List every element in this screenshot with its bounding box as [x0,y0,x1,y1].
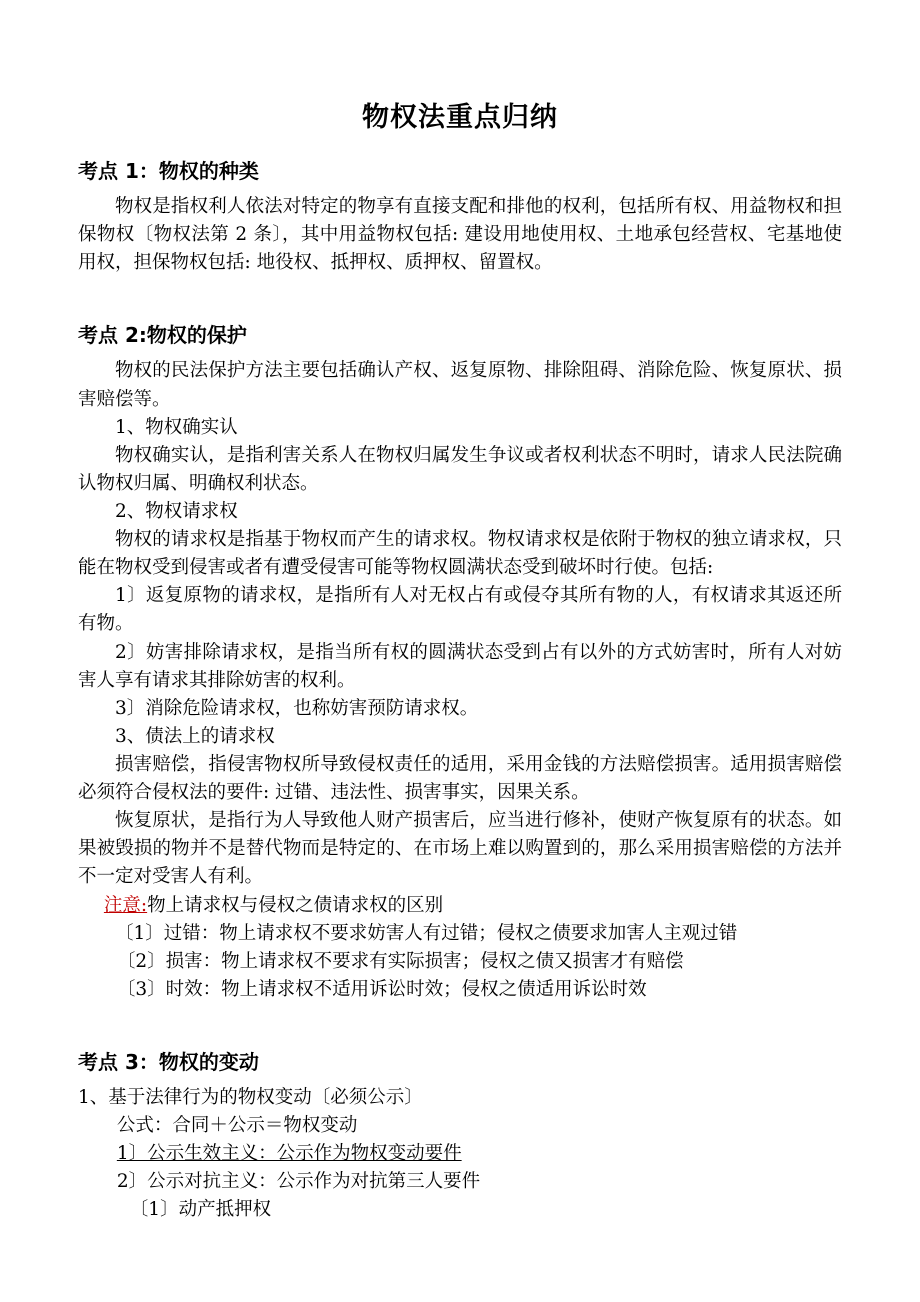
section-3-paragraph-4: 2〕公示对抗主义：公示作为对抗第三人要件 [116,1171,481,1193]
section-heading-3: 考点 3：物权的变动 [78,1049,259,1074]
section-2-paragraph-10: 损害赔偿，指侵害物权所导致侵权责任的适用，采用金钱的方法赔偿损害。适用损害赔偿必须符合侵权法的要件: 过错、违法性、损害事实，因果关系。 [78,753,842,804]
section-2-paragraph-4: 2、物权请求权 [115,500,238,522]
section-3-paragraph-1: 1、基于法律行为的物权变动〔必须公示〕 [78,1086,423,1108]
section-1-paragraph-1: 物权是指权利人依法对特定的物享有直接支配和排他的权利，包括所有权、用益物权和担保物权〔物权法第 2 条〕，其中用益物权包括: 建设用地使用权、土地承包经营权、宅基地使用权，担保物权包括: 地役权、抵押权、质押权、留置权。 [78,196,842,274]
section-3-paragraph-2: 公式：合同＋公示＝物权变动 [116,1115,358,1137]
section-3-paragraph-5: 〔1〕动产抵押权 [129,1199,272,1221]
section-2-paragraph-5: 物权的请求权是指基于物权而产生的请求权。物权请求权是依附于物权的独立请求权，只能在物权受到侵害或者有遭受侵害可能等物权圆满状态受到破坏时行使。包括: [78,529,842,579]
note-text: 物上请求权与侵权之债请求权的区别 [147,894,444,916]
section-2-paragraph-1: 物权的民法保护方法主要包括确认产权、返复原物、排除阻碍、消除危险、恢复原状、损害赔偿等。 [78,360,842,410]
spacer-2 [78,1004,842,1018]
section-2-paragraph-7: 2〕妨害排除请求权，是指当所有权的圆满状态受到占有以外的方式妨害时，所有人对妨害人享有请求其排除妨害的权利。 [78,641,842,691]
section-2-paragraph-9: 3、债法上的请求权 [115,725,275,747]
note-item-3: 〔3〕时效：物上请求权不适用诉讼时效；侵权之债适用诉讼时效 [116,978,647,1000]
section-heading-1: 考点 1：物权的种类 [78,159,259,184]
section-2-paragraph-11: 恢复原状，是指行为人导致他人财产损害后，应当进行修补，使财产恢复原有的状态。如果被毁损的物并不是替代物而是特定的、在市场上难以购置到的，那么采用损害赔偿的方法并不一定对受害人有利。 [78,810,842,888]
section-2-paragraph-6: 1〕返复原物的请求权，是指所有人对无权占有或侵夺其所有物的人，有权请求其返还所有物。 [78,585,842,635]
section-2-paragraph-8: 3〕消除危险请求权，也称妨害预防请求权。 [115,697,479,719]
note-item-2: 〔2〕损害：物上请求权不要求有实际损害；侵权之债又损害才有赔偿 [116,950,684,972]
note-item-1: 〔1〕过错：物上请求权不要求妨害人有过错；侵权之债要求加害人主观过错 [115,922,738,944]
section-heading-2: 考点 2:物权的保护 [78,323,247,348]
note-line [78,892,842,920]
section-2-paragraph-3: 物权确实认，是指利害关系人在物权归属发生争议或者权利状态不明时，请求人民法院确认物权归属、明确权利状态。 [78,444,842,494]
note-label: 注意: [103,894,148,916]
section-3-paragraph-3 [78,1140,842,1168]
section-2-paragraph-2: 1、物权确实认 [115,416,238,438]
page-title: 物权法重点归纳 [362,102,558,133]
spacer [78,277,842,291]
section-3-paragraph-3-text: 1〕公示生效主义：公示作为物权变动要件 [116,1143,462,1165]
